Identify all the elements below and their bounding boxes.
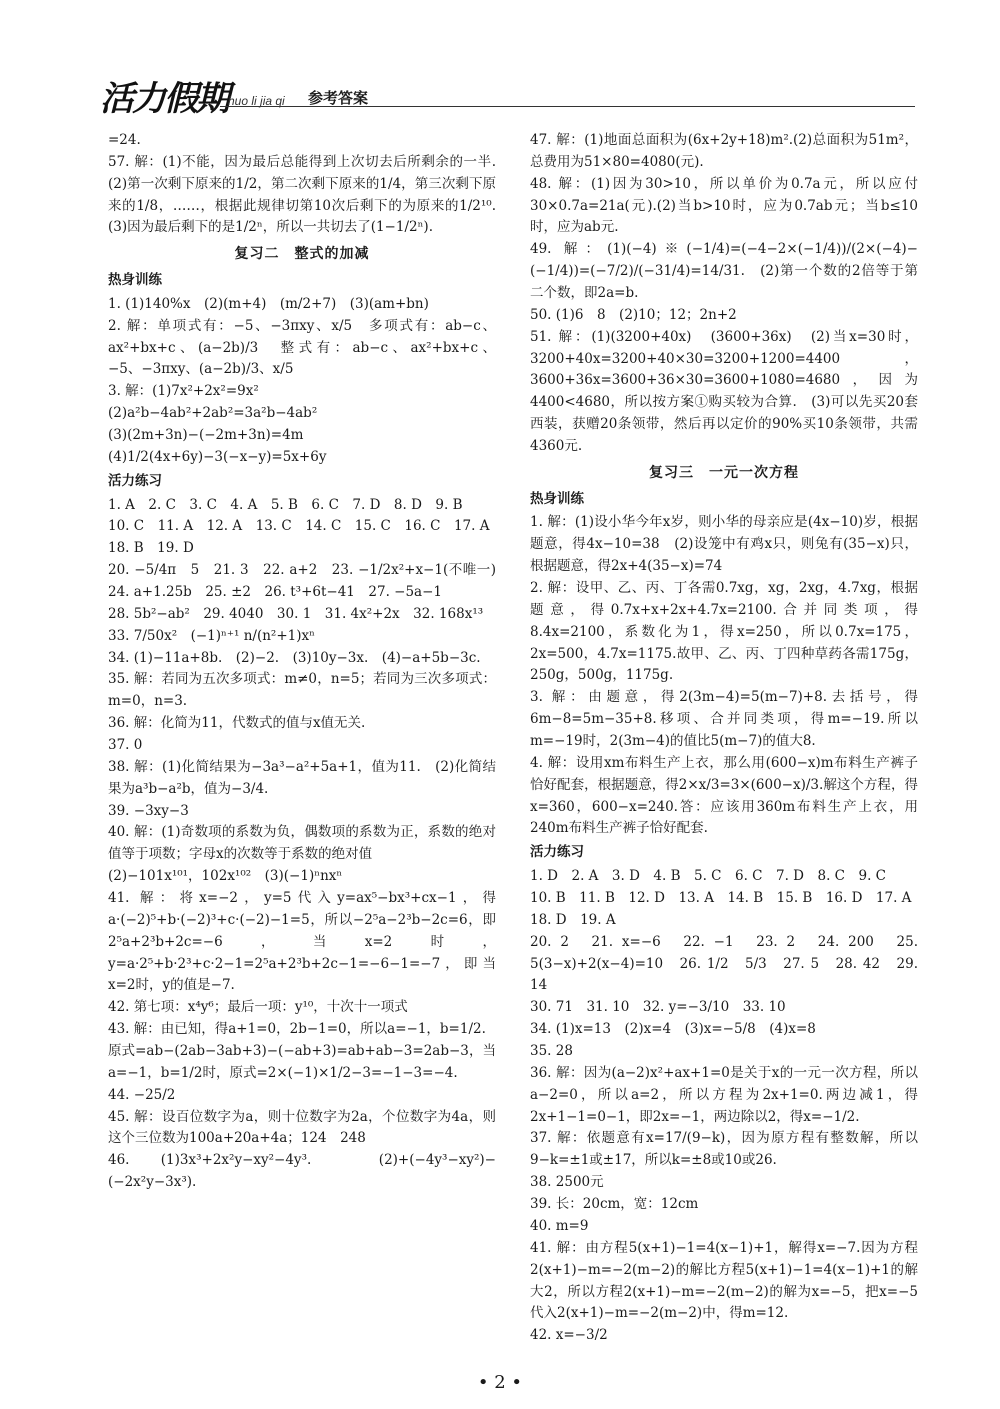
answer-item: 3. 解：(1)7x²+2x²=9x² (2)a²b−4ab²+2ab²=3a²b−4ab² (3)(2m+3n)−(−2m+3n)=4m (4)1/2(4x+6y)−3(−x−y)=5x+6y bbox=[108, 383, 327, 465]
page-number: • 2 • bbox=[477, 1372, 523, 1393]
answer-item: 39. 长：20cm，宽：12cm bbox=[530, 1196, 699, 1213]
answer-item: 35. 28 bbox=[530, 1043, 573, 1060]
answer-item: 30. 71 31. 10 32. y=−3/10 33. 10 bbox=[530, 999, 786, 1016]
answer-item: 49. 解：(1)(−4)※(−1/4)=(−4−2×(−1/4))/(2×(−4)−(−1/4))=(−7/2)/(−31/4)=14/31. (2)第一个数的2倍等于第二个数，即2a=b. bbox=[530, 241, 918, 302]
answer-item: 40. 解：(1)奇数项的系数为负，偶数项的系数为正，系数的绝对值等于项数；字母x的次数等于系数的绝对值 (2)−101x¹⁰¹，102x¹⁰² (3)(−1)ⁿnxⁿ bbox=[108, 824, 496, 885]
header-title: 参考答案 bbox=[308, 89, 369, 107]
right-column bbox=[530, 130, 923, 1347]
answer-item: 36. 解：因为(a−2)x²+ax+1=0是关于x的一元一次方程，所以a−2=0，所以a=2，所以方程为2x+1=0.两边减1，得2x+1−1=0−1，即2x=−1，两边除以2，得x=−1/2. bbox=[530, 1064, 918, 1125]
subsection-heading: 活力练习 bbox=[530, 844, 584, 861]
answer-item: 40. m=9 bbox=[530, 1217, 589, 1234]
answer-item: 3. 解：由题意，得2(3m−4)=5(m−7)+8.去括号，得6m−8=5m−35+8.移项、合并同类项，得m=−19.所以m=−19时，2(3m−4)的值比5(m−7)的值大8. bbox=[530, 689, 918, 750]
answer-item: 43. 解：由已知，得a+1=0，2b−1=0，所以a=−1，b=1/2. 原式=ab−(2ab−3ab+3)−(−ab+3)=ab+ab−3=2ab−3，当a=−1，b=1/2时，原式=2×(−1)×1/2−3=−1−3=−4. bbox=[108, 1021, 496, 1081]
subsection-heading: 活力练习 bbox=[108, 472, 162, 489]
brand-pinyin: huo li jia qi bbox=[228, 94, 285, 108]
answer-item: 37. 解：依题意有x=17/(9−k)，因为原方程有整数解，所以9−k=±1或±17，所以k=±8或10或26. bbox=[530, 1130, 918, 1169]
answer-item: 4. 解：设用xm布料生产上衣，那么用(600−x)m布料生产裤子恰好配套，根据题意，得2×x/3=3×(600−x)/3.解这个方程，得x=360，600−x=240.答：应该用360m布料生产上衣，用240m布料生产裤子恰好配套. bbox=[530, 754, 918, 837]
section-heading: 复习二 整式的加减 bbox=[234, 246, 370, 263]
answer-item: 1. D 2. A 3. D 4. B 5. C 6. C 7. D 8. C 9. C 10. B 11. B 12. D 13. A 14. B 15. B 16. D 17. A 18. D 19. A bbox=[530, 868, 912, 928]
answer-item: 42. x=−3/2 bbox=[530, 1327, 608, 1344]
section-heading: 复习三 一元一次方程 bbox=[649, 464, 799, 481]
answer-item: 42. 第七项：x⁴y⁶；最后一项：y¹⁰，十次十一项式 bbox=[108, 999, 408, 1016]
header-rule bbox=[220, 106, 915, 107]
answer-item: 50. (1)6 8 (2)10；12；2n+2 bbox=[530, 306, 737, 323]
left-column bbox=[108, 130, 496, 1194]
answer-item: 38. 2500元 bbox=[530, 1174, 604, 1191]
page-header bbox=[100, 70, 915, 118]
answer-item: 2. 解：单项式有：−5、−3πxy、x/5 多项式有：ab−c、ax²+bx+c、(a−2b)/3 整式有：ab−c、ax²+bx+c、−5、−3πxy、(a−2b)/3、x/5 bbox=[108, 317, 496, 378]
answer-item: =24. bbox=[108, 132, 141, 148]
answer-item: 36. 解：化简为11，代数式的值与x值无关. bbox=[108, 715, 366, 732]
answer-item: 1. (1)140%x (2)(m+4) (m/2+7) (3)(am+bn) bbox=[108, 295, 429, 312]
answer-item: 44. −25/2 bbox=[108, 1086, 176, 1103]
subsection-heading: 热身训练 bbox=[108, 271, 162, 288]
answer-item: 34. (1)x=13 (2)x=4 (3)x=−5/8 (4)x=8 bbox=[530, 1021, 816, 1038]
answer-item: 45. 解：设百位数字为a，则十位数字为2a，个位数字为4a，则这个三位数为100a+20a+4a；124 248 bbox=[108, 1108, 496, 1147]
answer-item: 1. A 2. C 3. C 4. A 5. B 6. C 7. D 8. D 9. B 10. C 11. A 12. A 13. C 14. C 15. C 16. C 17. A 18. B 19. D bbox=[108, 496, 490, 557]
brand-logo: 活力假期 bbox=[100, 79, 228, 119]
answer-item: 39. −3xy−3 bbox=[108, 802, 189, 819]
answer-item: 35. 解：若同为五次多项式：m≠0，n=5；若同为三次多项式：m=0，n=3. bbox=[108, 671, 496, 710]
answer-item: 57. 解：(1)不能，因为最后总能得到上次切去后所剩余的一半.(2)第一次剩下原来的1/2，第二次剩下原来的1/4，第三次剩下原来的1/8，……，根据此规律切第10次后剩下的为原来的1/2¹⁰.(3)因为最后剩下的是1/2ⁿ，所以一共切去了(1−1/2ⁿ). bbox=[108, 153, 496, 236]
answer-item: 41. 解：将x=−2，y=5代入y=ax⁵−bx³+cx−1，得a·(−2)⁵+b·(−2)³+c·(−2)−1=5，所以−2⁵a−2³b−2c=6，即2⁵a+2³b+2c=−6，当x=2时，y=a·2⁵+b·2³+c·2−1=2⁵a+2³b+2c−1=−6−1=−7，即当x=2时，y的值是−7. bbox=[108, 890, 496, 994]
answer-item: 1. 解：(1)设小华今年x岁，则小华的母亲应是(4x−10)岁，根据题意，得4x−10=38 (2)设笼中有鸡x只，则兔有(35−x)只，根据题意，得2x+4(35−x)=74 bbox=[530, 514, 918, 575]
answer-item: 2. 解：设甲、乙、丙、丁各需0.7xg，xg，2xg，4.7xg，根据题意，得0.7x+x+2x+4.7x=2100.合并同类项，得8.4x=2100，系数化为1，得x=250，所以0.7x=175，2x=500，4.7x=1175.故甲、乙、丙、丁四种草药各需175g，250g，500g，1175g. bbox=[530, 580, 918, 684]
answer-item: 38. 解：(1)化简结果为−3a³−a²+5a+1，值为11. (2)化简结果为a³b−a²b，值为−3/4. bbox=[108, 758, 496, 797]
answer-item: 46. (1)3x³+2x²y−xy²−4y³. (2)+(−4y³−xy²)−(−2x²y−3x³). bbox=[108, 1152, 496, 1191]
answer-item: 20. 2 21. x=−6 22. −1 23. 2 24. 200 25. 5(3−x)+2(x−4)=10 26. 1/2 5/3 27. 5 28. 42 29. 14 bbox=[530, 933, 923, 994]
answer-item: 34. (1)−11a+8b. (2)−2. (3)10y−3x. (4)−a+5b−3c. bbox=[108, 649, 481, 666]
answer-item: 41. 解：由方程5(x+1)−1=4(x−1)+1，解得x=−7.因为方程2(x+1)−m=−2(m−2)的解比方程5(x+1)−1=4(x−1)+1的解大2，所以方程2(x+1)−m=−2(m−2)的解为x=−5，把x=−5代入2(x+1)−m=−2(m−2)中，得m=12. bbox=[530, 1239, 918, 1322]
answer-item: 47. 解：(1)地面总面积为(6x+2y+18)m².(2)总面积为51m²，总费用为51×80=4080(元). bbox=[530, 132, 918, 170]
answer-item: 20. −5/4π 5 21. 3 22. a+2 23. −1/2x²+x−1(不唯一) 24. a+1.25b 25. ±2 26. t³+6t−41 27. −5a−1 28. 5b²−ab² 29. 4040 30. 1 31. 4x²+2x 32. 168x¹³ 33. 7/50x² (−1)ⁿ⁺¹ n/(n²+1)xⁿ bbox=[108, 562, 496, 644]
subsection-heading: 热身训练 bbox=[530, 490, 584, 507]
answer-item: 48. 解：(1)因为30>10，所以单价为0.7a元，所以应付30×0.7a=21a(元).(2)当b>10时，应为0.7ab元；当b≤10时，应为ab元. bbox=[530, 175, 918, 236]
answer-item: 37. 0 bbox=[108, 737, 143, 754]
answer-item: 51. 解：(1)(3200+40x) (3600+36x) (2)当x=30时，3200+40x=3200+40×30=3200+1200=4400，3600+36x=3600+36×30=3600+1080=4680，因为4400<4680，所以按方案①购买较为合算. (3)可以先买20套西装，获赠20条领带，然后再以定价的90%买10条领带，共需4360元. bbox=[530, 328, 918, 455]
